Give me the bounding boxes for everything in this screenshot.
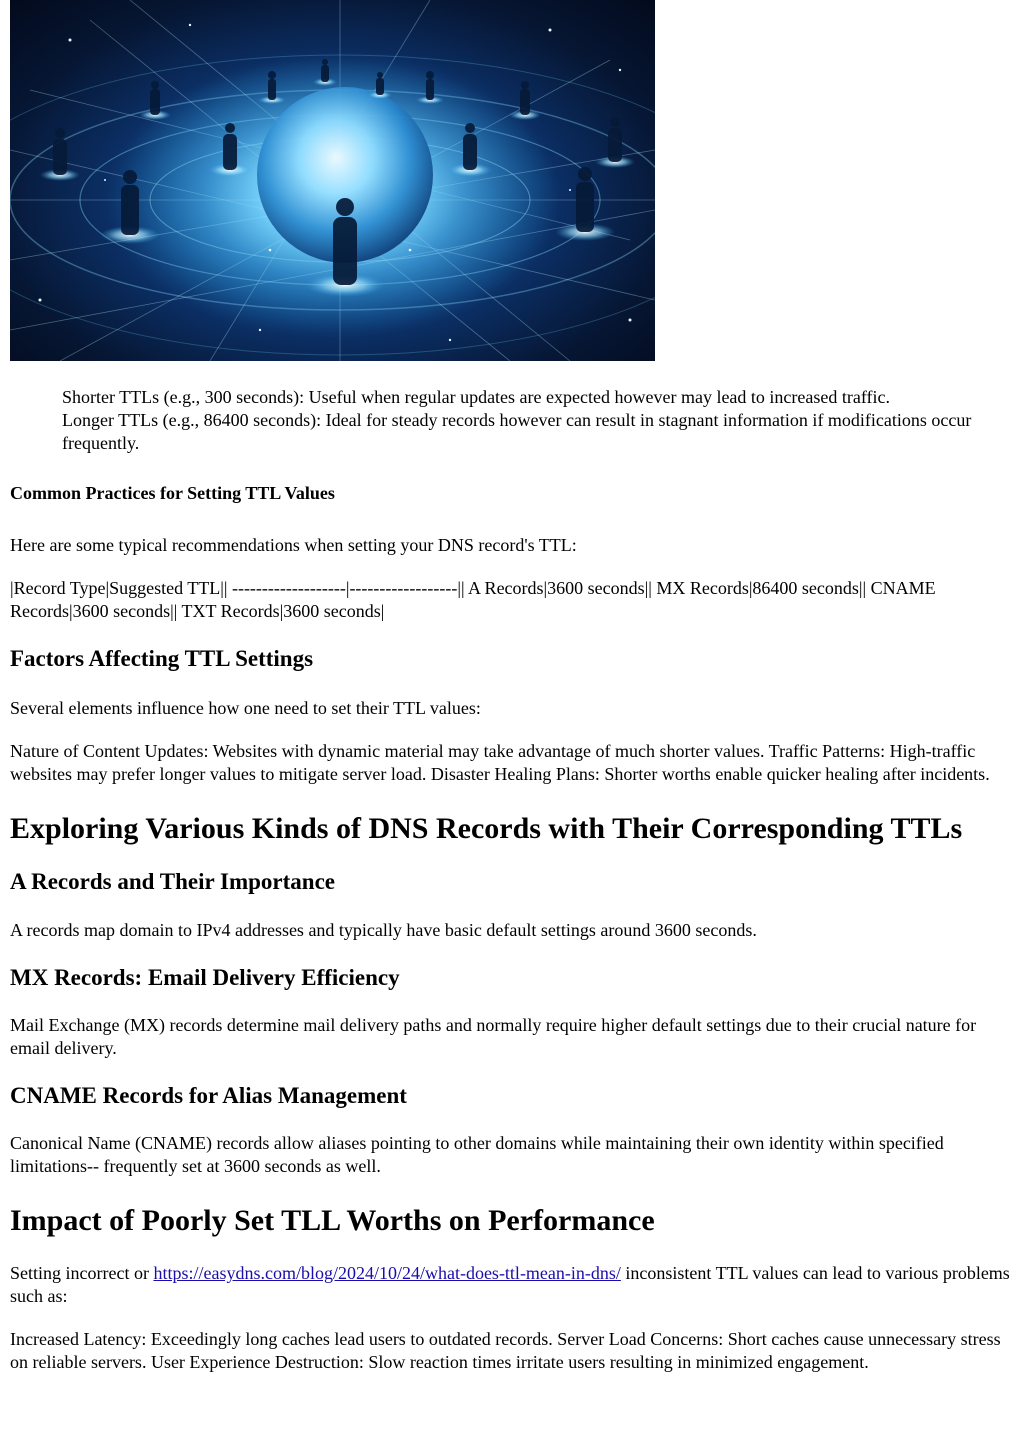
ttl-article-link[interactable]: https://easydns.com/blog/2024/10/24/what-does-ttl-mean-in-dns/ (153, 1263, 621, 1283)
factors-body: Nature of Content Updates: Websites with dynamic material may take advantage of much shorter values. Traffic Patterns: High-traffic websites may prefer longer values to mitigate server load. Disaster Healing Plans: Shorter worths enable quicker healing after incidents. (10, 741, 990, 784)
impact-body-before: Setting incorrect or (10, 1263, 154, 1283)
mx-records-body: Mail Exchange (MX) records determine mail delivery paths and normally require higher default settings due to their crucial nature for email delivery. (10, 1015, 977, 1058)
globe-network-people-image (10, 0, 655, 361)
factors-intro: Several elements influence how one need to set their TTL values: (10, 698, 481, 718)
cname-records-body: Canonical Name (CNAME) records allow aliases pointing to other domains while maintaining their own identity within specified limitations-- frequently set at 3600 seconds as well. (10, 1133, 944, 1176)
impact-body-after: inconsistent TTL values can lead to various problems such as: (10, 1263, 1010, 1306)
exploring-heading: Exploring Various Kinds of DNS Records with Their Corresponding TTLs (10, 812, 963, 845)
common-practices-intro: Here are some typical recommendations when setting your DNS record's TTL: (10, 535, 577, 555)
impact-heading: Impact of Poorly Set TLL Worths on Performance (10, 1204, 655, 1237)
factors-heading: Factors Affecting TTL Settings (10, 646, 314, 671)
a-records-heading: A Records and Their Importance (10, 869, 335, 894)
impact-body (10, 1262, 1014, 1308)
list-item: Longer TTLs (e.g., 86400 seconds): Ideal for steady records however can result in stagnant information if modifications occur frequently. (62, 410, 972, 453)
document-page (10, 0, 1014, 1374)
mx-records-heading: MX Records: Email Delivery Efficiency (10, 965, 400, 990)
ttl-table-text: |Record Type|Suggested TTL|| -------------------|------------------|| A Records|3600 seconds|| MX Records|86400 seconds|| CNAME Records|3600 seconds|| TXT Records|3600 seconds| (10, 578, 936, 621)
network-illustration (10, 0, 655, 361)
list-item: Shorter TTLs (e.g., 300 seconds): Useful when regular updates are expected however may lead to increased traffic. (62, 387, 891, 407)
a-records-body: A records map domain to IPv4 addresses and typically have basic default settings around 3600 seconds. (10, 920, 757, 940)
impact-problems: Increased Latency: Exceedingly long caches lead users to outdated records. Server Load Concerns: Short caches cause unnecessary stress on reliable servers. User Experience Destruction: Slow reaction times irritate users resulting in minimized engagement. (10, 1329, 1001, 1372)
ttl-tradeoffs-list (62, 386, 1014, 455)
cname-records-heading: CNAME Records for Alias Management (10, 1083, 407, 1108)
common-practices-heading: Common Practices for Setting TTL Values (10, 483, 335, 503)
